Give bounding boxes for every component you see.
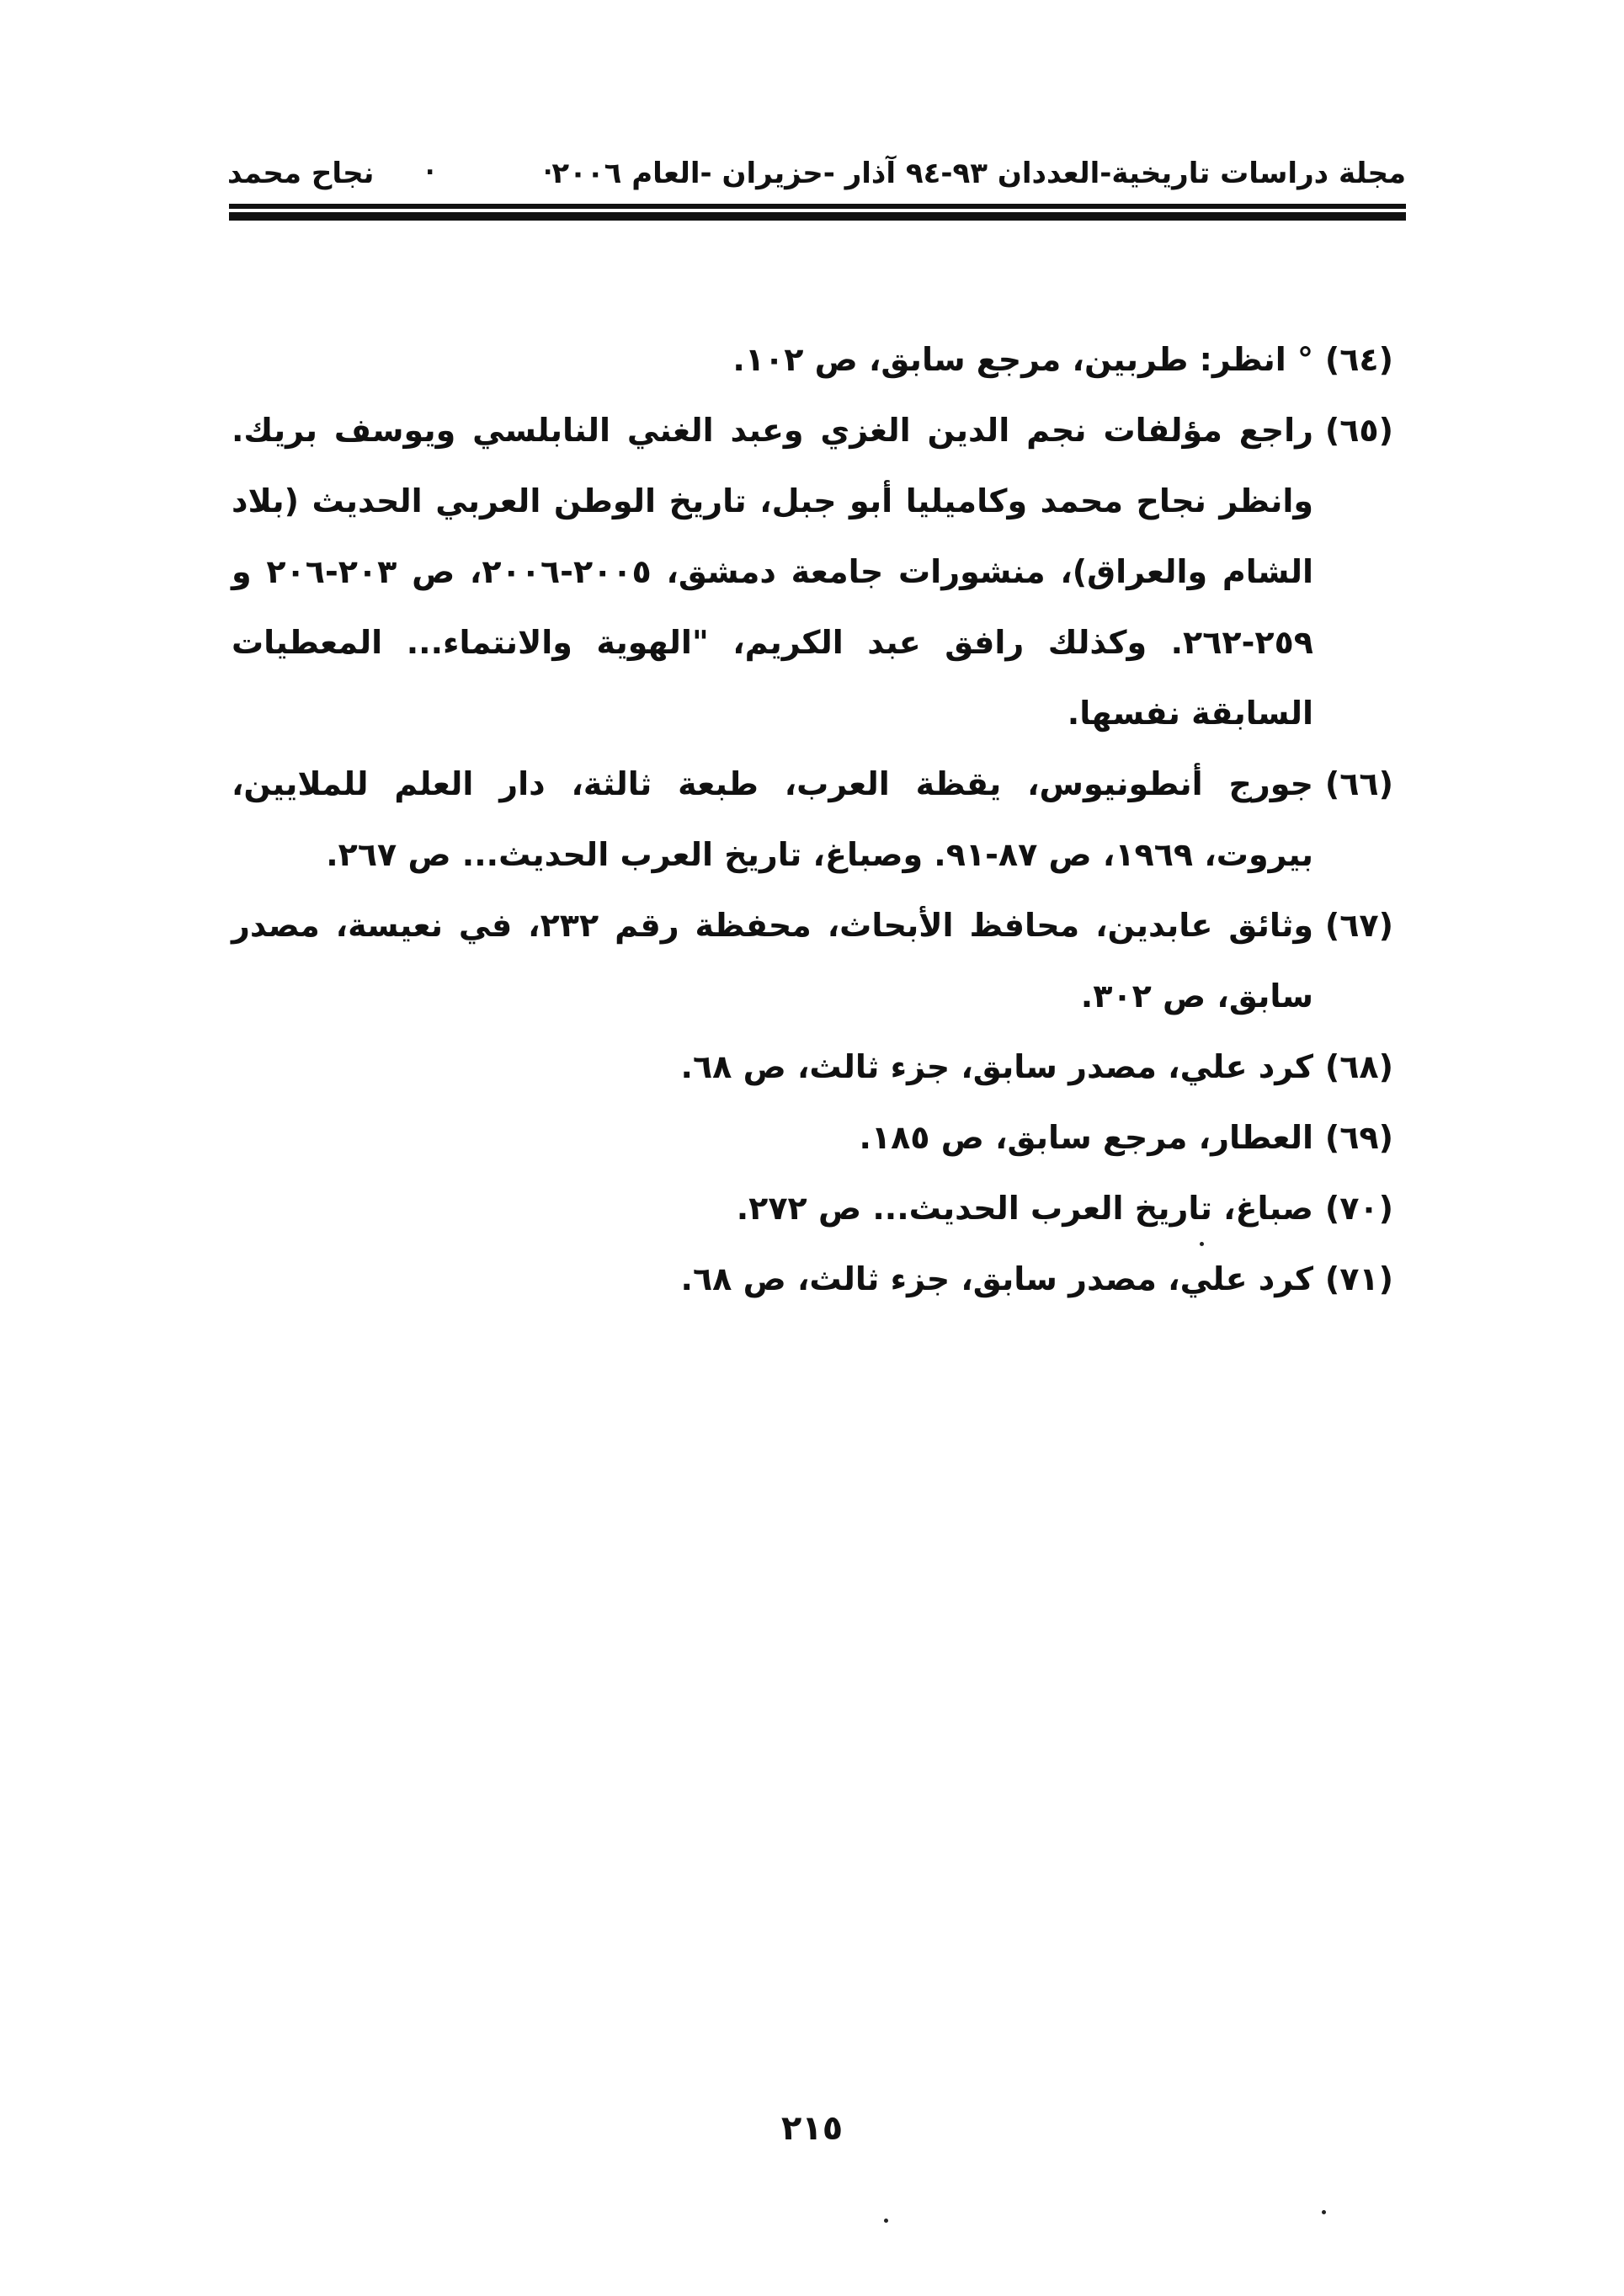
footnote-text-part: ص ٢٦٧. <box>326 836 462 873</box>
scan-speck <box>1200 1242 1204 1246</box>
footnote-text-part: . <box>1067 695 1080 732</box>
footnote-text: ° انظر: طربين، مرجع سابق، ص ١٠٢. <box>732 341 1313 378</box>
footnote-text: العطار، مرجع سابق، ص ١٨٥. <box>859 1119 1313 1156</box>
footnote-number: (٦٨) <box>1324 1048 1393 1085</box>
footnote-71 <box>232 1244 1393 1314</box>
footnote-65 <box>232 395 1393 748</box>
header-dot: . <box>543 152 553 181</box>
footnote-66 <box>232 748 1393 890</box>
footnote-number: (٦٦) <box>1324 765 1393 802</box>
footnote-text-part: ص ٢٧٢. <box>736 1190 873 1227</box>
footnote-text-part: راجع مؤلفات نجم الدين الغزي وعبد الغني النابلسي ويوسف بريك. وانظر نجاح محمد وكاميليا أبو جبل، <box>232 412 1313 519</box>
header-rule <box>229 204 1406 209</box>
footnote-67 <box>232 890 1393 1031</box>
article-title: الهوية والانتماء... المعطيات السابقة نفسها <box>232 624 1313 732</box>
running-header <box>227 152 1406 202</box>
footnote-68 <box>232 1031 1393 1102</box>
footnote-number: (٦٤) <box>1324 341 1393 378</box>
footnote-number: (٦٥) <box>1324 412 1393 449</box>
footnote-text <box>232 748 1313 890</box>
footnote-64 <box>232 324 1393 395</box>
footnote-number: (٧١) <box>1324 1260 1393 1297</box>
footnote-70 <box>232 1173 1393 1244</box>
footnote-text <box>232 1173 1313 1244</box>
author-name: نجاح محمد <box>227 157 375 190</box>
footnote-number: (٧٠) <box>1324 1190 1393 1227</box>
footnote-text-part: جورج أنطونيوس، <box>1001 765 1313 802</box>
footnote-text: وثائق عابدين، محافظ الأبحاث، محفظة رقم ٢٣٢، في نعيسة، مصدر سابق، ص ٣٠٢. <box>232 907 1313 1015</box>
journal-title: مجلة دراسات تاريخية-العددان ٩٣-٩٤ آذار -حزيران -العام ٢٠٠٦ <box>551 157 1406 190</box>
footnotes-list <box>232 324 1393 1314</box>
footnote-number: (٦٩) <box>1324 1119 1393 1156</box>
scan-speck <box>1322 2210 1326 2214</box>
footnote-number: (٦٧) <box>1324 907 1393 944</box>
scan-speck <box>884 2219 888 2223</box>
page-number: ٢١٥ <box>780 2109 844 2148</box>
footnote-text: كرد علي، مصدر سابق، جزء ثالث، ص ٦٨. <box>680 1260 1313 1297</box>
footnote-text-part: ، منشورات جامعة دمشق، ٢٠٠٥-٢٠٠٦، ص ٢٠٣-٢٠٦ و ٢٥٩-٢٦٢. وكذلك رافق عبد الكريم، " <box>232 553 1313 661</box>
header-rule-thick <box>229 212 1406 221</box>
footnote-text: كرد علي، مصدر سابق، جزء ثالث، ص ٦٨. <box>680 1048 1313 1085</box>
book-title: تاريخ الوطن العربي الحديث (بلاد الشام والعراق) <box>232 482 1313 590</box>
footnote-text-part: ، طبعة ثالثة، دار العلم للملايين، بيروت، ١٩٦٩، ص ٨٧-٩١. وصباغ، <box>232 765 1313 873</box>
footnote-text <box>232 395 1313 748</box>
book-title: يقظة العرب <box>796 765 1002 802</box>
book-title: تاريخ العرب الحديث... <box>872 1190 1212 1227</box>
book-title: تاريخ العرب الحديث... <box>461 836 802 873</box>
footnote-69 <box>232 1102 1393 1173</box>
header-dot: . <box>425 152 435 181</box>
footnote-text-part: صباغ، <box>1211 1190 1313 1227</box>
